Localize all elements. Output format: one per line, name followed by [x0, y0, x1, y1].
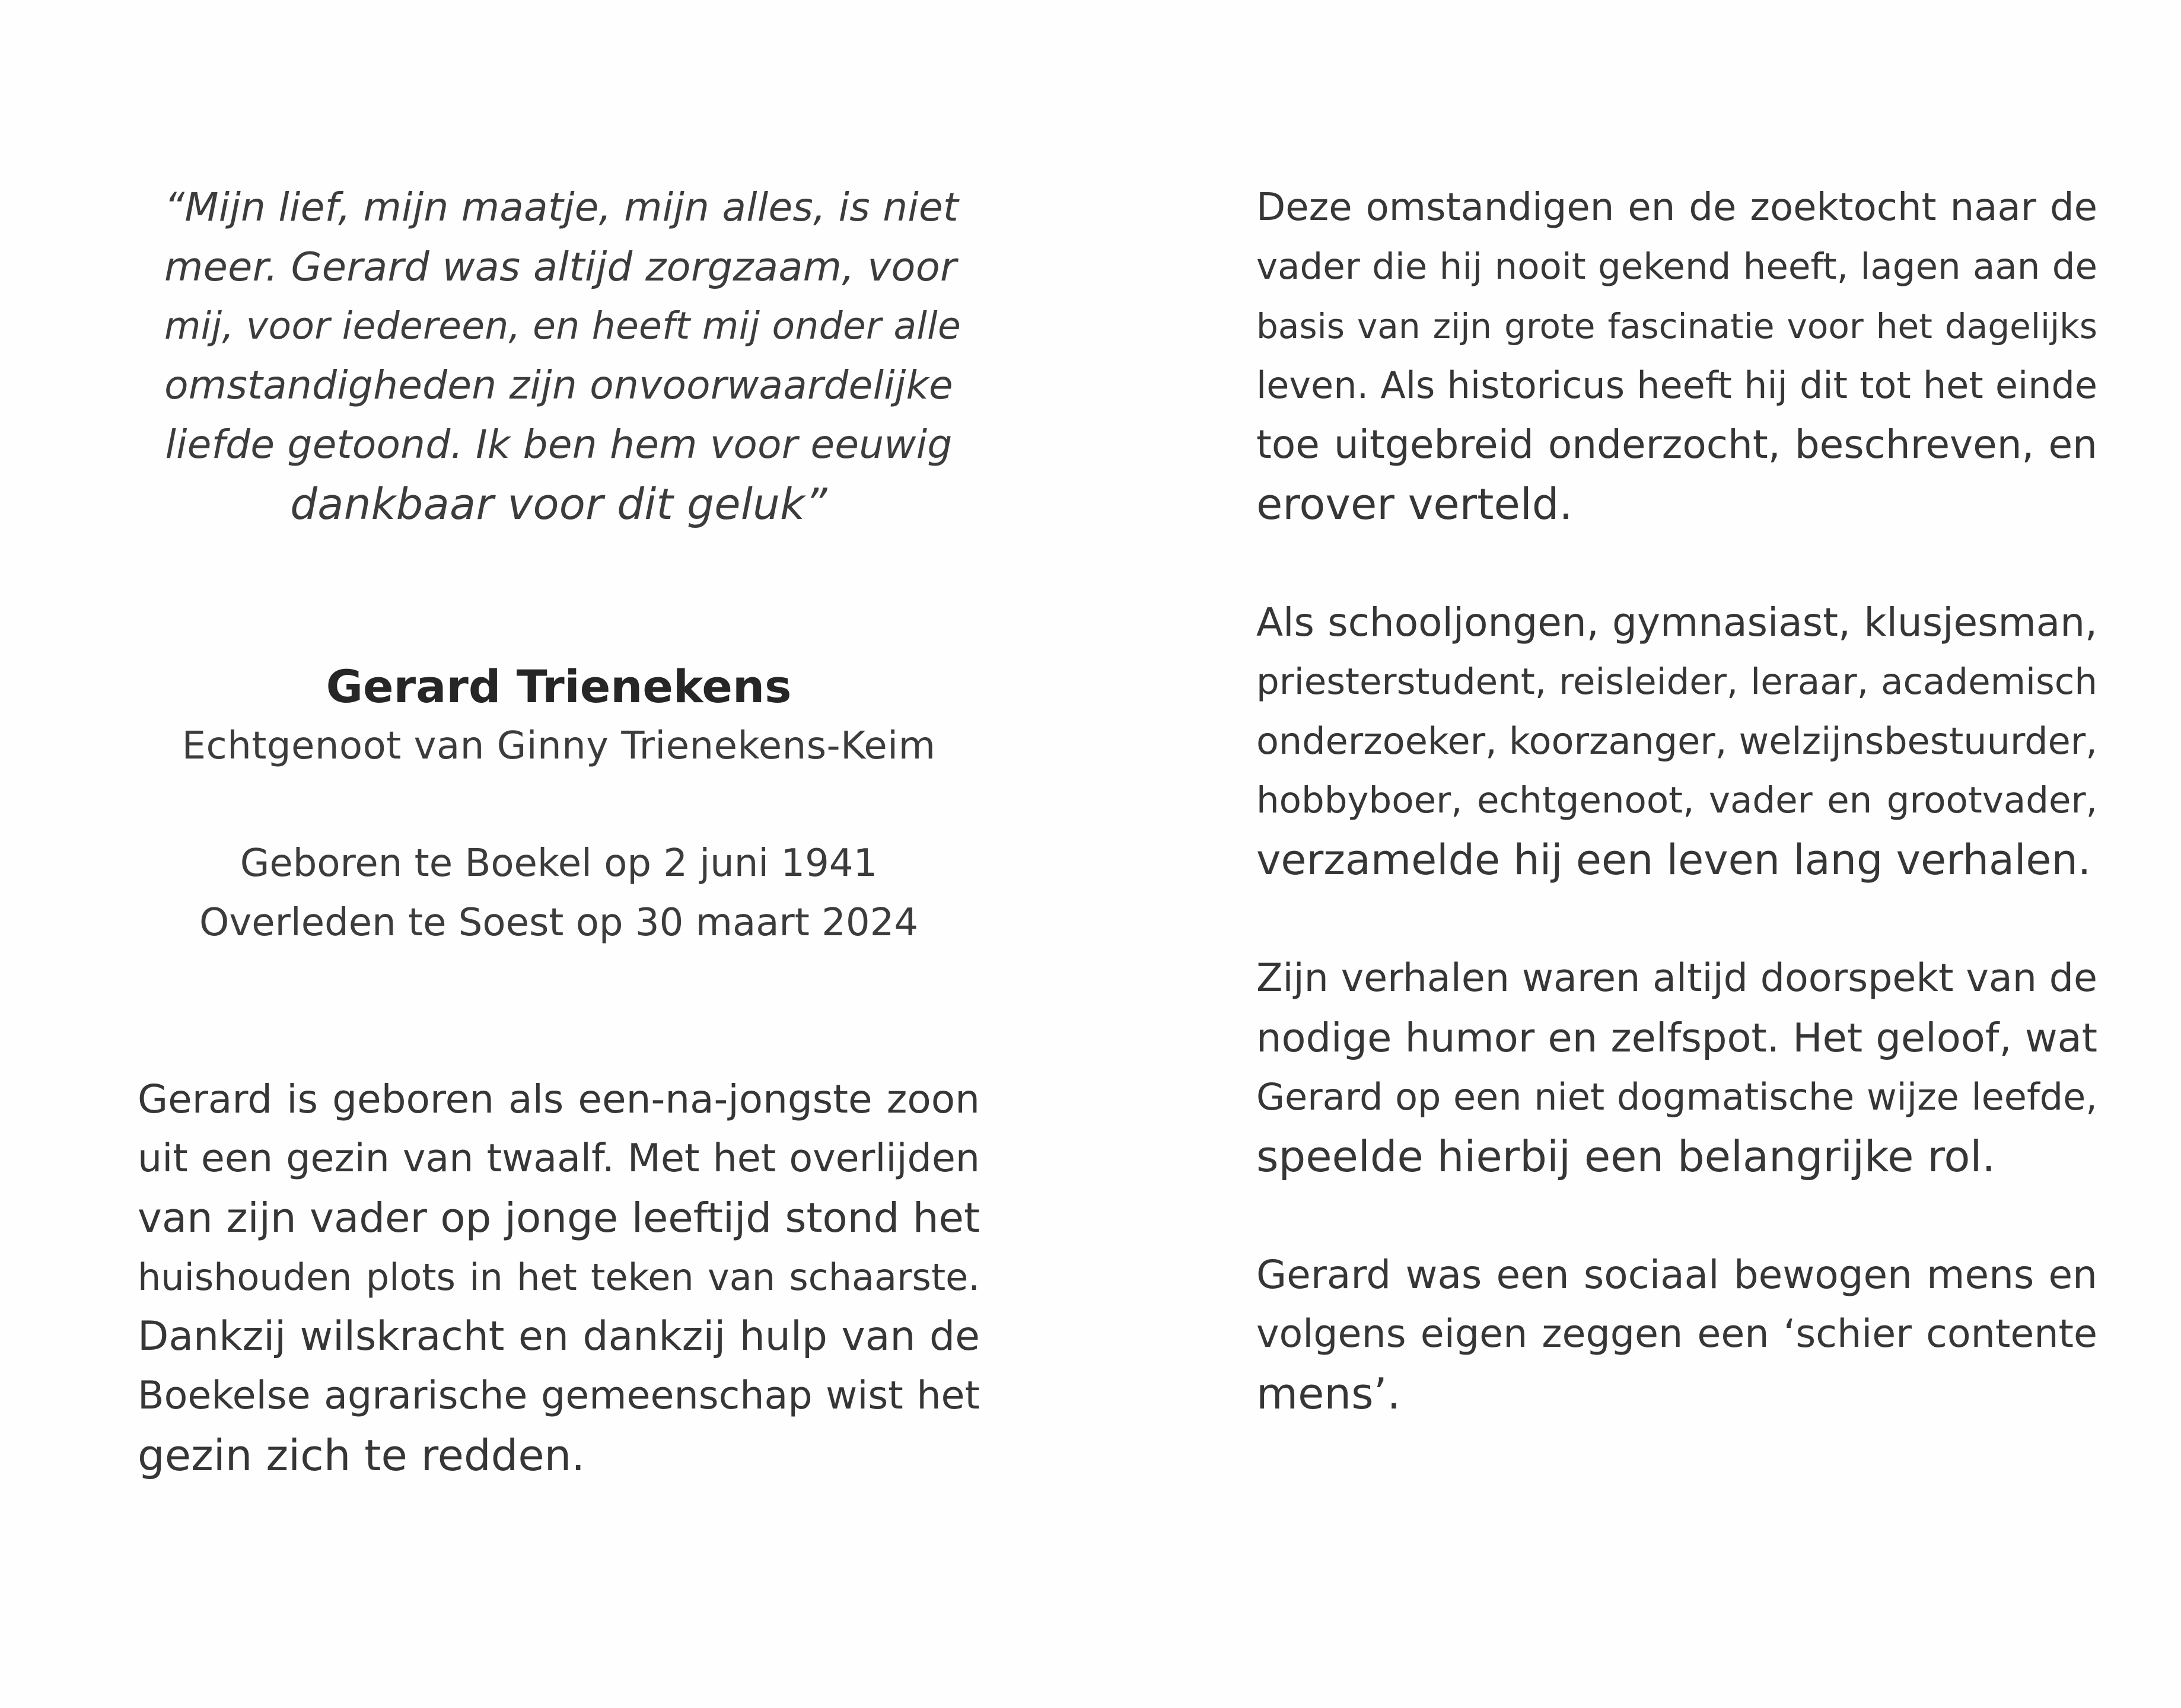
- paragraph-line: Boekelse agrarische gemeenschap wist het: [138, 1374, 980, 1418]
- paragraph-line: vader die hij nooit gekend heeft, lagen aan de: [1256, 246, 2097, 288]
- quote-line: dankbaar voor dit geluk”: [290, 479, 827, 529]
- right-column: [1256, 178, 2097, 1483]
- paragraph-line: Gerard op een niet dogmatische wijze leefde,: [1256, 1075, 2097, 1119]
- paragraph-line: erover verteld.: [1256, 479, 1573, 529]
- paragraph-line: uit een gezin van twaalf. Met het overlijden: [138, 1136, 980, 1181]
- paragraph-line: basis van zijn grote fascinatie voor het dagelijks: [1256, 306, 2097, 346]
- left-column: [138, 178, 980, 1485]
- paragraph-line: Dankzij wilskracht en dankzij hulp van de: [138, 1313, 980, 1360]
- paragraph-line: Deze omstandigen en de zoektocht naar de: [1256, 186, 2097, 230]
- paragraph-line: Gerard is geboren als een-na-jongste zoon: [138, 1076, 980, 1122]
- quote-line: “Mijn lief, mijn maatje, mijn alles, is niet: [164, 184, 959, 230]
- spouse-line: Echtgenoot van Ginny Trienekens-Keim: [182, 724, 936, 768]
- biography-paragraph: [1256, 178, 2097, 534]
- quote-line: mij, voor iedereen, en heeft mij onder alle: [164, 304, 961, 348]
- paragraph-line: van zijn vader op jonge leeftijd stond het: [138, 1194, 980, 1242]
- paragraph-line: Als schooljongen, gymnasiast, klusjesman,: [1256, 600, 2097, 645]
- paragraph-line: hobbyboer, echtgenoot, vader en grootvader,: [1256, 779, 2097, 821]
- paragraph-line: gezin zich te redden.: [138, 1430, 585, 1480]
- biography-paragraph: [1256, 593, 2097, 890]
- paragraph-line: Gerard was een sociaal bewogen mens en: [1256, 1252, 2097, 1298]
- biography-paragraph: [1256, 949, 2097, 1186]
- quote-line: liefde getoond. Ik ben hem voor eeuwig: [165, 422, 953, 467]
- paragraph-line: speelde hierbij een belangrijke rol.: [1256, 1132, 1996, 1181]
- paragraph-line: leven. Als historicus heeft hij dit tot het einde: [1256, 364, 2097, 407]
- biography-paragraph: [138, 1070, 980, 1485]
- paragraph-line: nodige humor en zelfspot. Het geloof, wat: [1256, 1015, 2097, 1061]
- paragraph-line: verzamelde hij een leven lang verhalen.: [1256, 836, 2091, 884]
- paragraph-line: priesterstudent, reisleider, leraar, academisch: [1256, 661, 2097, 703]
- paragraph-line: toe uitgebreid onderzocht, beschreven, en: [1256, 422, 2097, 467]
- death-line: Overleden te Soest op 30 maart 2024: [199, 901, 919, 945]
- quote-line: omstandigheden zijn onvoorwaardelijke: [164, 362, 953, 408]
- deceased-name: Gerard Trienekens: [326, 660, 792, 713]
- quote-line: meer. Gerard was altijd zorgzaam, voor: [164, 244, 957, 290]
- biography-paragraph: [1256, 1245, 2097, 1423]
- paragraph-line: mens’.: [1256, 1369, 1401, 1419]
- paragraph-line: volgens eigen zeggen een ‘schier contente: [1256, 1312, 2097, 1356]
- life-dates: [138, 834, 980, 952]
- paragraph-line: onderzoeker, koorzanger, welzijnsbestuurder,: [1256, 719, 2097, 763]
- birth-line: Geboren te Boekel op 2 juni 1941: [240, 842, 878, 885]
- paragraph-line: Zijn verhalen waren altijd doorspekt van de: [1256, 956, 2097, 1000]
- memorial-quote: [164, 178, 961, 534]
- paragraph-line: huishouden plots in het teken van schaarste.: [138, 1255, 980, 1299]
